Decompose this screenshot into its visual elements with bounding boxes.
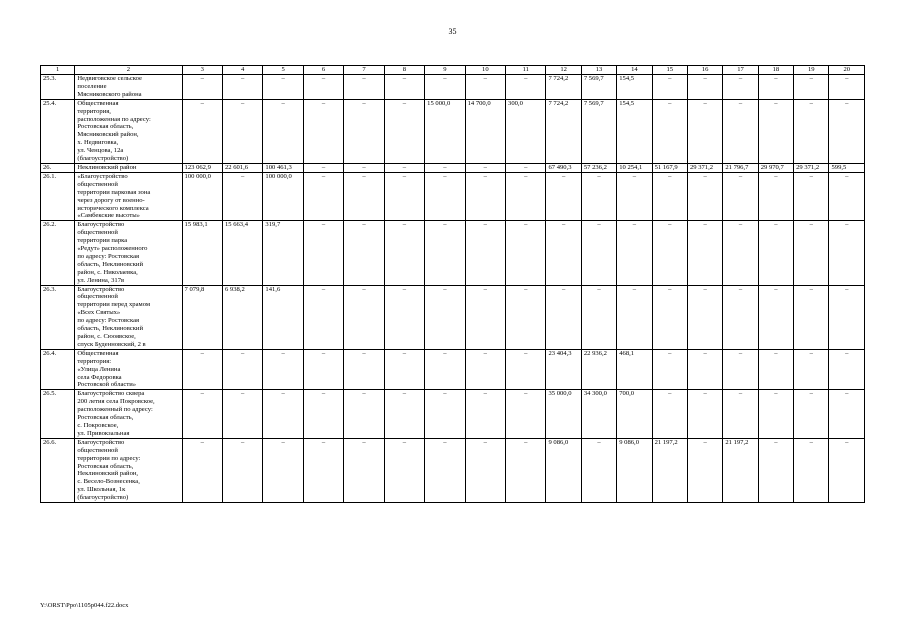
column-number-header: 3 xyxy=(182,66,222,75)
value-cell: 29 970,7 xyxy=(758,163,793,172)
value-cell: – xyxy=(222,99,262,163)
value-cell: – xyxy=(425,438,465,502)
row-number-cell: 26.1. xyxy=(41,172,75,220)
value-cell: – xyxy=(829,390,865,438)
column-number-header: 6 xyxy=(303,66,343,75)
value-cell: – xyxy=(222,349,262,390)
value-cell: – xyxy=(581,285,616,349)
value-cell: 100 461,3 xyxy=(263,163,303,172)
budget-table xyxy=(40,65,865,503)
value-cell: – xyxy=(506,285,546,349)
value-cell: 51 167,9 xyxy=(652,163,687,172)
value-cell: – xyxy=(182,438,222,502)
value-cell: – xyxy=(652,172,687,220)
value-cell: – xyxy=(506,221,546,285)
value-cell: 319,7 xyxy=(263,221,303,285)
value-cell: – xyxy=(581,221,616,285)
row-number-cell: 26. xyxy=(41,163,75,172)
table-row xyxy=(41,349,865,390)
value-cell: – xyxy=(794,221,829,285)
object-name-cell: Недвиговское сельское поселение Мясниковского района xyxy=(75,75,182,100)
row-number-cell: 26.6. xyxy=(41,438,75,502)
value-cell: 29 371,2 xyxy=(687,163,722,172)
table-row xyxy=(41,285,865,349)
object-name-cell: Благоустройство общественной территории перед храмом «Всех Святых» по адресу: Ростовская область, Неклиновский район, с. Сюоявское, спуск Буденновский, 2 в xyxy=(75,285,182,349)
row-number-cell: 26.5. xyxy=(41,390,75,438)
value-cell: – xyxy=(182,349,222,390)
value-cell: – xyxy=(425,163,465,172)
value-cell: – xyxy=(344,172,384,220)
object-name-cell: Неклиновский район xyxy=(75,163,182,172)
value-cell: – xyxy=(465,172,505,220)
value-cell: 35 000,0 xyxy=(546,390,581,438)
value-cell: 34 300,0 xyxy=(581,390,616,438)
value-cell: – xyxy=(384,349,424,390)
value-cell: – xyxy=(384,75,424,100)
value-cell: – xyxy=(344,285,384,349)
value-cell: – xyxy=(182,390,222,438)
value-cell: – xyxy=(263,75,303,100)
value-cell: 15 663,4 xyxy=(222,221,262,285)
column-number-header: 19 xyxy=(794,66,829,75)
value-cell: – xyxy=(303,172,343,220)
value-cell: 29 371,2 xyxy=(794,163,829,172)
table-row xyxy=(41,163,865,172)
column-number-header: 14 xyxy=(617,66,652,75)
value-cell: 141,6 xyxy=(263,285,303,349)
header-row xyxy=(41,66,865,75)
value-cell: – xyxy=(384,163,424,172)
value-cell: 67 490,3 xyxy=(546,163,581,172)
value-cell: – xyxy=(182,99,222,163)
column-number-header: 18 xyxy=(758,66,793,75)
column-number-header: 7 xyxy=(344,66,384,75)
column-number-header: 20 xyxy=(829,66,865,75)
value-cell: – xyxy=(465,163,505,172)
value-cell: 154,5 xyxy=(617,99,652,163)
value-cell: – xyxy=(794,390,829,438)
value-cell: 21 197,2 xyxy=(652,438,687,502)
value-cell: 100 000,0 xyxy=(263,172,303,220)
object-name-cell: «Благоустройство общественной территории парковая зона через дорогу от военно- исторического комплекса «Самбекские высоты» xyxy=(75,172,182,220)
value-cell: – xyxy=(687,221,722,285)
value-cell: 100 000,0 xyxy=(182,172,222,220)
table-row xyxy=(41,390,865,438)
value-cell: – xyxy=(303,163,343,172)
value-cell: – xyxy=(758,390,793,438)
value-cell: – xyxy=(465,438,505,502)
value-cell: – xyxy=(344,221,384,285)
value-cell: – xyxy=(617,285,652,349)
value-cell: – xyxy=(794,172,829,220)
value-cell: 9 086,0 xyxy=(546,438,581,502)
value-cell: – xyxy=(384,438,424,502)
value-cell: – xyxy=(263,99,303,163)
value-cell: 300,0 xyxy=(506,99,546,163)
value-cell: – xyxy=(465,75,505,100)
value-cell: – xyxy=(652,285,687,349)
value-cell: – xyxy=(384,99,424,163)
value-cell: 6 938,2 xyxy=(222,285,262,349)
value-cell: – xyxy=(222,75,262,100)
value-cell: – xyxy=(723,172,758,220)
column-number-header: 16 xyxy=(687,66,722,75)
value-cell: – xyxy=(829,349,865,390)
value-cell: 7 569,7 xyxy=(581,75,616,100)
value-cell: – xyxy=(303,349,343,390)
value-cell: – xyxy=(384,221,424,285)
value-cell: – xyxy=(384,285,424,349)
value-cell: – xyxy=(465,390,505,438)
value-cell: – xyxy=(652,390,687,438)
value-cell: – xyxy=(581,172,616,220)
value-cell: – xyxy=(465,349,505,390)
value-cell: – xyxy=(546,285,581,349)
row-number-cell: 26.2. xyxy=(41,221,75,285)
value-cell: – xyxy=(465,285,505,349)
value-cell: – xyxy=(303,438,343,502)
value-cell: – xyxy=(758,349,793,390)
value-cell: – xyxy=(687,285,722,349)
column-number-header: 8 xyxy=(384,66,424,75)
value-cell: – xyxy=(425,75,465,100)
value-cell: 7 079,8 xyxy=(182,285,222,349)
value-cell: – xyxy=(506,75,546,100)
value-cell: – xyxy=(794,99,829,163)
value-cell: – xyxy=(652,99,687,163)
row-number-cell: 25.4. xyxy=(41,99,75,163)
value-cell: – xyxy=(687,75,722,100)
value-cell: 123 062,9 xyxy=(182,163,222,172)
value-cell: – xyxy=(687,438,722,502)
value-cell: – xyxy=(344,438,384,502)
value-cell: – xyxy=(344,390,384,438)
value-cell: 14 700,0 xyxy=(465,99,505,163)
table-row xyxy=(41,99,865,163)
value-cell: 10 254,1 xyxy=(617,163,652,172)
row-number-cell: 25.3. xyxy=(41,75,75,100)
value-cell: – xyxy=(758,99,793,163)
column-number-header: 12 xyxy=(546,66,581,75)
value-cell: – xyxy=(303,221,343,285)
value-cell: – xyxy=(263,349,303,390)
table-row xyxy=(41,438,865,502)
value-cell: – xyxy=(687,99,722,163)
value-cell: 15 983,1 xyxy=(182,221,222,285)
column-number-header: 10 xyxy=(465,66,505,75)
value-cell: – xyxy=(723,285,758,349)
column-number-header: 9 xyxy=(425,66,465,75)
value-cell: – xyxy=(344,349,384,390)
object-name-cell: Благоустройство общественной территории парка «Редут» расположенного по адресу: Ростовская область, Неклиновский район, с. Николаевка, ул. Ленина, 317в xyxy=(75,221,182,285)
value-cell: – xyxy=(652,221,687,285)
value-cell: – xyxy=(617,221,652,285)
value-cell: – xyxy=(581,438,616,502)
value-cell: – xyxy=(723,349,758,390)
column-number-header: 17 xyxy=(723,66,758,75)
value-cell: – xyxy=(465,221,505,285)
value-cell: – xyxy=(758,221,793,285)
value-cell: 57 236,2 xyxy=(581,163,616,172)
value-cell: – xyxy=(506,438,546,502)
column-number-header: 5 xyxy=(263,66,303,75)
value-cell: 21 197,2 xyxy=(723,438,758,502)
value-cell: – xyxy=(758,75,793,100)
value-cell: – xyxy=(425,172,465,220)
value-cell: – xyxy=(758,438,793,502)
value-cell: – xyxy=(222,390,262,438)
column-number-header: 2 xyxy=(75,66,182,75)
value-cell: – xyxy=(546,172,581,220)
value-cell: – xyxy=(506,390,546,438)
value-cell: – xyxy=(222,438,262,502)
value-cell: – xyxy=(546,221,581,285)
object-name-cell: Общественная территория: «Улица Ленина села Федоровка Ростовской области» xyxy=(75,349,182,390)
value-cell: 15 000,0 xyxy=(425,99,465,163)
value-cell: – xyxy=(222,172,262,220)
value-cell: – xyxy=(506,349,546,390)
value-cell: – xyxy=(758,172,793,220)
value-cell: 599,5 xyxy=(829,163,865,172)
value-cell: – xyxy=(723,221,758,285)
value-cell: – xyxy=(829,285,865,349)
value-cell: 154,5 xyxy=(617,75,652,100)
value-cell: – xyxy=(723,99,758,163)
value-cell: 22 601,6 xyxy=(222,163,262,172)
value-cell: 22 936,2 xyxy=(581,349,616,390)
table-row xyxy=(41,221,865,285)
value-cell: – xyxy=(794,285,829,349)
value-cell: – xyxy=(425,349,465,390)
column-number-header: 4 xyxy=(222,66,262,75)
column-number-header: 1 xyxy=(41,66,75,75)
row-number-cell: 26.4. xyxy=(41,349,75,390)
value-cell: – xyxy=(829,99,865,163)
value-cell: – xyxy=(687,390,722,438)
page-number: 35 xyxy=(448,27,457,36)
row-number-cell: 26.3. xyxy=(41,285,75,349)
column-number-header: 11 xyxy=(506,66,546,75)
value-cell: – xyxy=(723,390,758,438)
value-cell: – xyxy=(794,438,829,502)
value-cell: – xyxy=(506,163,546,172)
value-cell: – xyxy=(425,221,465,285)
value-cell: 7 724,2 xyxy=(546,99,581,163)
value-cell: 7 569,7 xyxy=(581,99,616,163)
value-cell: – xyxy=(384,172,424,220)
value-cell: – xyxy=(829,221,865,285)
object-name-cell: Благоустройство сквера 200 летия села Покровское, расположенный по адресу: Ростовская область, с. Покровское, ул. Привокзальная xyxy=(75,390,182,438)
value-cell: 468,1 xyxy=(617,349,652,390)
value-cell: – xyxy=(344,99,384,163)
value-cell: – xyxy=(506,172,546,220)
value-cell: – xyxy=(829,172,865,220)
value-cell: – xyxy=(687,349,722,390)
value-cell: – xyxy=(303,285,343,349)
value-cell: – xyxy=(617,172,652,220)
value-cell: – xyxy=(652,75,687,100)
value-cell: – xyxy=(263,438,303,502)
value-cell: – xyxy=(829,75,865,100)
value-cell: – xyxy=(384,390,424,438)
value-cell: – xyxy=(794,75,829,100)
value-cell: – xyxy=(758,285,793,349)
value-cell: – xyxy=(652,349,687,390)
value-cell: – xyxy=(344,163,384,172)
value-cell: – xyxy=(425,390,465,438)
value-cell: – xyxy=(687,172,722,220)
object-name-cell: Общественная территория, расположенная по адресу: Ростовская область, Мясниковский район, х. Недвиговка, ул. Ченцова, 12а (благоустройство) xyxy=(75,99,182,163)
column-number-header: 13 xyxy=(581,66,616,75)
table-row xyxy=(41,75,865,100)
value-cell: – xyxy=(794,349,829,390)
value-cell: 700,0 xyxy=(617,390,652,438)
object-name-cell: Благоустройство общественной территории по адресу: Ростовская область, Неклиновский район, с. Весело-Вознесенка, ул. Школьная, 1к (благоустройство) xyxy=(75,438,182,502)
value-cell: – xyxy=(723,75,758,100)
file-path-footer: Y:\ORST\Ppo\1105p044.f22.docx xyxy=(40,602,129,609)
value-cell: – xyxy=(263,390,303,438)
value-cell: – xyxy=(425,285,465,349)
table-row xyxy=(41,172,865,220)
value-cell: 23 404,3 xyxy=(546,349,581,390)
value-cell: – xyxy=(182,75,222,100)
value-cell: 9 086,0 xyxy=(617,438,652,502)
value-cell: – xyxy=(829,438,865,502)
value-cell: – xyxy=(303,390,343,438)
value-cell: 21 796,7 xyxy=(723,163,758,172)
value-cell: – xyxy=(303,99,343,163)
value-cell: 7 724,2 xyxy=(546,75,581,100)
value-cell: – xyxy=(303,75,343,100)
column-number-header: 15 xyxy=(652,66,687,75)
value-cell: – xyxy=(344,75,384,100)
